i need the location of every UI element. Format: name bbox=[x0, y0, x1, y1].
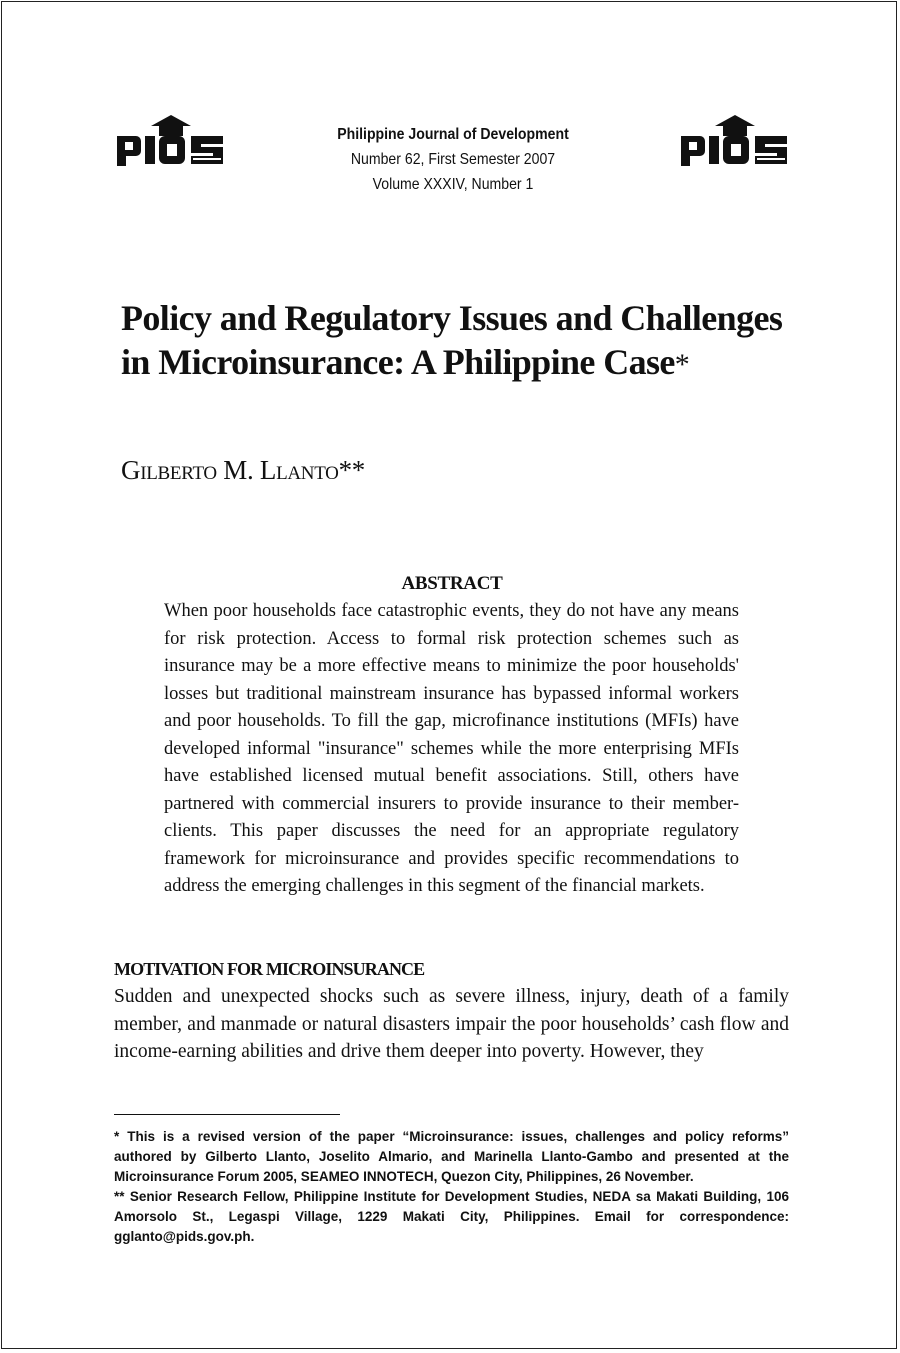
journal-issue: Number 62, First Semester 2007 bbox=[350, 151, 556, 168]
footnote-divider bbox=[114, 1114, 340, 1115]
title-line-1: Policy and Regulatory Issues and Challenges bbox=[121, 298, 783, 338]
author-name: Gilberto M. Llanto bbox=[121, 455, 339, 485]
footnote-2: ** Senior Research Fellow, Philippine Institute for Development Studies, NEDA sa Makati Building, 106 Amorsolo St., Legaspi Village, 1229 Makati City, Philippines. Email for correspondence: gglanto@pids.gov.ph. bbox=[114, 1189, 789, 1244]
title-footnote-marker: * bbox=[674, 348, 690, 381]
section-heading: MOTIVATION FOR MICROINSURANCE bbox=[114, 959, 425, 979]
article-title bbox=[121, 296, 821, 387]
abstract-heading: ABSTRACT bbox=[401, 573, 503, 594]
pids-logo-right bbox=[679, 114, 791, 172]
author-line bbox=[121, 454, 365, 486]
journal-name: Philippine Journal of Development bbox=[337, 126, 569, 143]
title-line-2: in Microinsurance: A Philippine Case bbox=[121, 342, 675, 382]
author-footnote-marker: ** bbox=[338, 455, 366, 485]
section-text: Sudden and unexpected shocks such as severe illness, injury, death of a family member, and manmade or natural disasters impair the poor households’ cash flow and income-earning abilities and drive them deeper into poverty. However, they bbox=[114, 986, 789, 1062]
footnotes bbox=[114, 1127, 789, 1247]
journal-header bbox=[310, 122, 597, 197]
journal-volume: Volume XXXIV, Number 1 bbox=[372, 176, 534, 193]
pids-logo-left bbox=[115, 114, 227, 172]
pids-logo-icon bbox=[679, 114, 791, 172]
footnote-1: * This is a revised version of the paper “Microinsurance: issues, challenges and policy reforms” authored by Gilberto Llanto, Joselito Almario, and Marinella Llanto-Gambo and presented at the Microinsurance Forum 2005, SEAMEO INNOTECH, Quezon City, Philippines, 26 November. bbox=[114, 1129, 789, 1184]
abstract-text: When poor households face catastrophic events, they do not have any means for risk protection. Access to formal risk protection schemes such as insurance may be a more effective means to minimize the poor households' losses but traditional mainstream insurance has bypassed informal workers and poor households. To fill the gap, microfinance institutions (MFIs) have developed informal "insurance" schemes while the more enterprising MFIs have established licensed mutual benefit associations. Still, others have partnered with commercial insurers to provide insurance to their member-clients. This paper discusses the need for an appropriate regulatory framework for microinsurance and provides specific recommendations to address the emerging challenges in this segment of the financial markets. bbox=[164, 601, 739, 896]
pids-logo-icon bbox=[115, 114, 227, 172]
